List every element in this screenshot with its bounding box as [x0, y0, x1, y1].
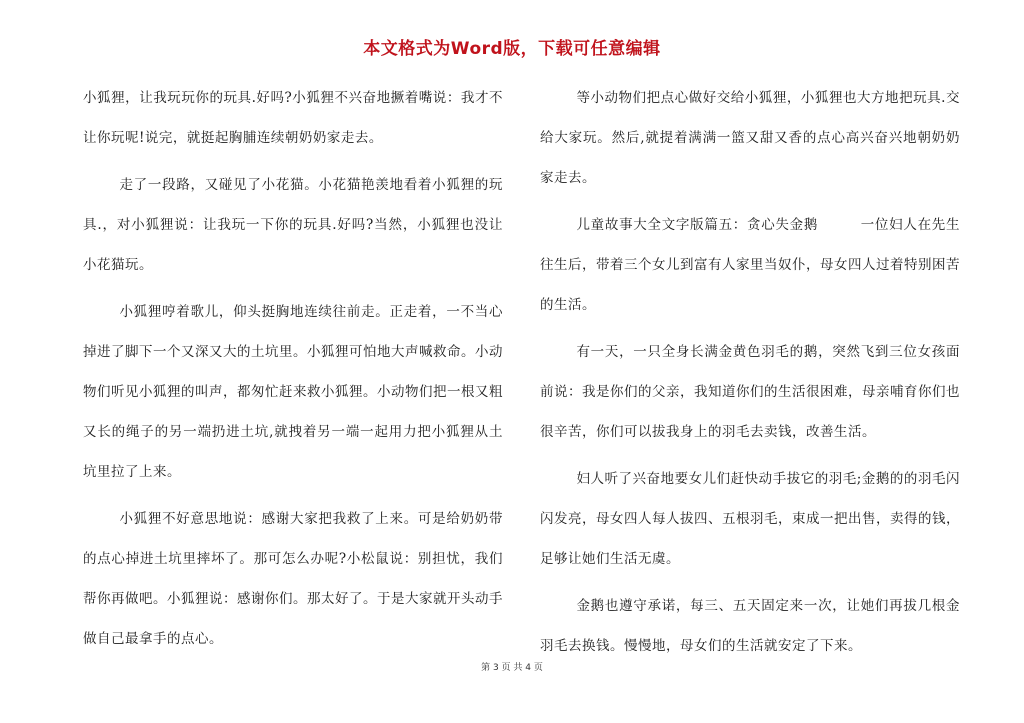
- left-column: [83, 78, 503, 666]
- paragraph: 儿童故事大全文字版篇五：贪心失金鹅 一位妇人在先生往生后，带着三个女儿到富有人家里当奴仆，母女四人过着特别困苦的生活。: [540, 217, 960, 313]
- paragraph: 妇人听了兴奋地要女儿们赶快动手拔它的羽毛;金鹅的的羽毛闪闪发亮，母女四人每人拔四、五根羽毛，束成一把出售，卖得的钱，足够让她们生活无虞。: [540, 471, 960, 567]
- right-column: [540, 78, 960, 673]
- paragraph: 小狐狸，让我玩玩你的玩具.好吗?小狐狸不兴奋地撅着嘴说：我才不让你玩呢!说完，就挺起胸脯连续朝奶奶家走去。: [83, 90, 503, 146]
- paragraph: 小狐狸不好意思地说：感谢大家把我救了上来。可是给奶奶带的点心掉进土坑里摔坏了。那可怎么办呢?小松鼠说：别担忧，我们帮你再做吧。小狐狸说：感谢你们。那太好了。于是大家就开头动手做自己最拿手的点心。: [83, 511, 503, 647]
- paragraph: 小狐狸哼着歌儿，仰头挺胸地连续往前走。正走着，一不当心掉进了脚下一个又深又大的土坑里。小狐狸可怕地大声喊救命。小动物们听见小狐狸的叫声，都匆忙赶来救小狐狸。小动物们把一根又粗又长的绳子的另一端扔进土坑,就拽着另一端一起用力把小狐狸从土坑里拉了上来。: [83, 304, 503, 480]
- paragraph: 金鹅也遵守承诺，每三、五天固定来一次，让她们再拔几根金羽毛去换钱。慢慢地，母女们的生活就安定了下来。: [540, 598, 960, 654]
- paragraph: 走了一段路，又碰见了小花猫。小花猫艳羡地看着小狐狸的玩具.，对小狐狸说：让我玩一下你的玩具.好吗?当然，小狐狸也没让小花猫玩。: [83, 177, 503, 273]
- paragraph: 有一天，一只全身长满金黄色羽毛的鹅，突然飞到三位女孩面前说：我是你们的父亲，我知道你们的生活很困难，母亲哺育你们也很辛苦，你们可以拔我身上的羽毛去卖钱，改善生活。: [540, 344, 960, 440]
- paragraph: 等小动物们把点心做好交给小狐狸，小狐狸也大方地把玩具.交给大家玩。然后,就提着满满一篮又甜又香的点心高兴奋兴地朝奶奶家走去。: [540, 90, 960, 186]
- page-number: 第 3 页 共 4 页: [481, 663, 543, 673]
- document-banner: 本文格式为Word版，下载可任意编辑: [363, 39, 661, 59]
